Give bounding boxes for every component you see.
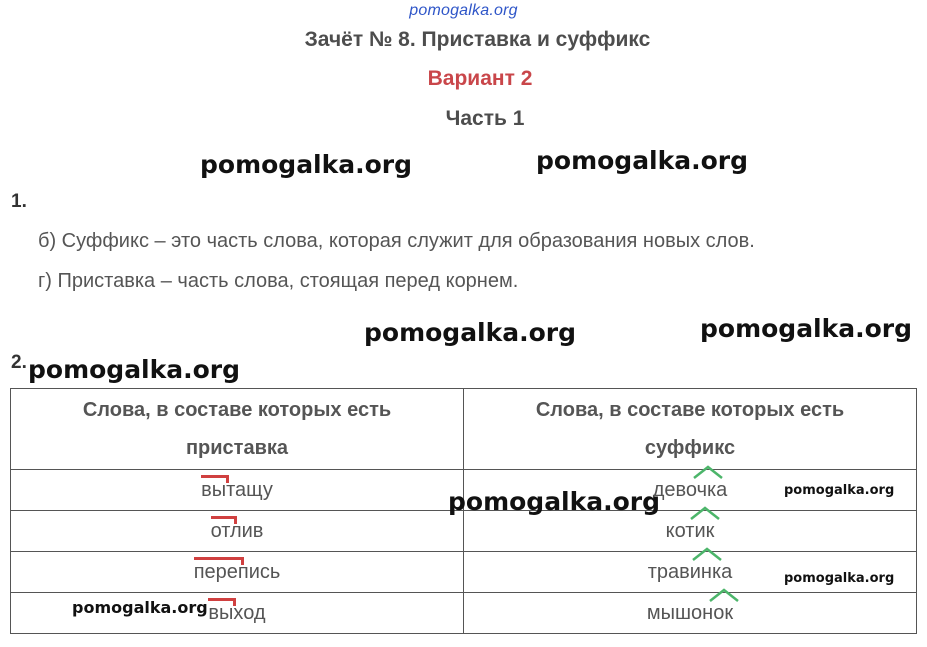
watermark: pomogalka.org: [700, 314, 913, 343]
suffix-word: [666, 520, 715, 543]
variant-heading: Вариант 2: [427, 67, 533, 90]
prefix-mark-icon: [201, 475, 229, 483]
prefix-word-cell: [11, 552, 464, 593]
suffix-word: [653, 479, 728, 502]
word-text: мышонок: [646, 601, 734, 624]
table-row: [11, 511, 917, 552]
word-text: травинка: [647, 560, 733, 583]
prefix-word: [208, 602, 265, 625]
suffix-word: [647, 602, 733, 625]
task-1-number: 1.: [11, 191, 27, 212]
word-text: отлив: [210, 519, 264, 542]
suffix-mark-icon: [709, 588, 739, 602]
page-title: Зачёт № 8. Приставка и суффикс: [304, 28, 651, 51]
prefix-word: [211, 520, 264, 543]
watermark: pomogalka.org: [200, 150, 413, 179]
watermark: pomogalka.org: [784, 571, 895, 586]
suffix-word-cell: [464, 511, 917, 552]
word-text: выход: [208, 601, 266, 624]
table-row: [11, 552, 917, 593]
word-text: перепись: [193, 560, 281, 583]
word-text: котик: [665, 519, 715, 542]
column-header-line: приставка: [185, 437, 289, 459]
suffix-mark-icon: [693, 465, 723, 479]
task-1-answer: б) Суффикс – это часть слова, которая служит для образования новых слов.: [38, 230, 755, 252]
suffix-word-cell: [464, 593, 917, 634]
column-header-line: суффикс: [644, 437, 736, 459]
watermark: pomogalka.org: [784, 483, 895, 498]
word-text: девочка: [652, 478, 728, 501]
column-header-line: Слова, в составе которых есть: [535, 399, 845, 421]
prefix-mark-icon: [211, 516, 237, 524]
prefix-word: [194, 561, 281, 584]
task-2-number: 2.: [11, 352, 27, 373]
word-text: вытащу: [201, 478, 273, 501]
prefix-word: [201, 479, 273, 502]
site-logo-text: pomogalka.org: [409, 2, 518, 19]
watermark: pomogalka.org: [448, 487, 661, 516]
task-1-answer: г) Приставка – часть слова, стоящая перед корнем.: [38, 270, 519, 292]
column-header-suffix: [464, 389, 917, 470]
suffix-mark-icon: [692, 547, 722, 561]
prefix-word-cell: [11, 470, 464, 511]
watermark: pomogalka.org: [72, 598, 208, 617]
prefix-mark-icon: [208, 598, 236, 606]
watermark: pomogalka.org: [364, 318, 577, 347]
watermark: pomogalka.org: [28, 355, 241, 384]
table-header-row: [11, 389, 917, 470]
column-header-prefix: [11, 389, 464, 470]
prefix-word-cell: [11, 511, 464, 552]
suffix-mark-icon: [690, 506, 720, 520]
part-heading: Часть 1: [445, 107, 525, 130]
suffix-word: [648, 561, 733, 584]
watermark: pomogalka.org: [536, 146, 749, 175]
prefix-mark-icon: [194, 557, 244, 565]
column-header-line: Слова, в составе которых есть: [82, 399, 392, 421]
